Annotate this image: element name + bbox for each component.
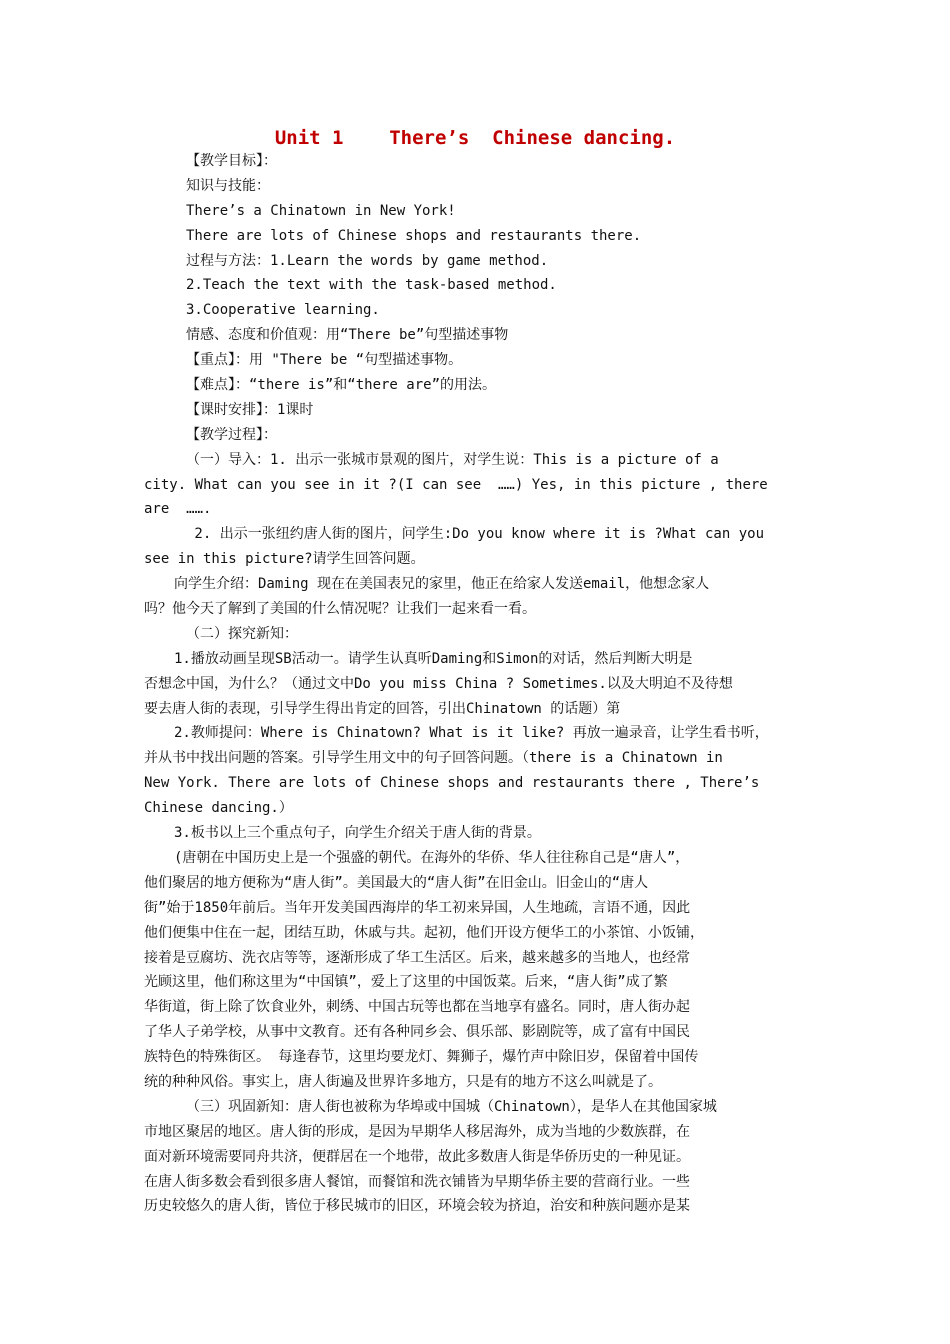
text-line: New York. There are lots of Chinese shops and restaurants there , There’s [144, 775, 760, 792]
text-line: 【难点】：“there is”和“there are”的用法。 [186, 377, 497, 394]
text-line: 【课时安排】：1课时 [186, 401, 314, 418]
text-line: There’s a Chinatown in New York! [186, 202, 456, 219]
text-line: 街”始于1850年前后。当年开发美国西海岸的华工初来异国，人生地疏，言语不通，因此 [144, 899, 691, 916]
text-line: 情感、态度和价值观：用“There be”句型描述事物 [186, 327, 509, 344]
text-line: 华街道，街上除了饮食业外，刺绣、中国古玩等也都在当地享有盛名。同时，唐人街办起 [144, 999, 690, 1016]
text-line: 吗？他今天了解到了美国的什么情况呢？让我们一起来看一看。 [144, 601, 536, 618]
text-line: （二）探究新知： [186, 625, 298, 642]
text-line: 3.板书以上三个重点句子，向学生介绍关于唐人街的背景。 [174, 825, 541, 842]
text-line: （三）巩固新知：唐人街也被称为华埠或中国城（Chinatown），是华人在其他国家城 [186, 1098, 717, 1115]
text-line: 【重点】：用 "There be “句型描述事物。 [186, 352, 463, 369]
text-line: 面对新环境需要同舟共济，便群居在一个地带，故此多数唐人街是华侨历史的一种见证。 [144, 1148, 690, 1165]
text-line: 他们便集中住在一起，团结互助，休戚与共。起初，他们开设方便华工的小茶馆、小饭铺， [144, 924, 704, 941]
text-line: 在唐人街多数会看到很多唐人餐馆，而餐馆和洗衣铺皆为早期华侨主要的营商行业。一些 [144, 1173, 690, 1190]
text-line: 了华人子弟学校，从事中文教育。还有各种同乡会、俱乐部、影剧院等，成了富有中国民 [144, 1024, 690, 1041]
text-line: Chinese dancing.） [144, 800, 293, 817]
text-line: (唐朝在中国历史上是一个强盛的朝代。在海外的华侨、华人往往称自己是“唐人”， [174, 849, 690, 866]
text-line: 1.播放动画呈现SB活动一。请学生认真听Daming和Simon的对话，然后判断大明是 [174, 650, 693, 667]
document-body [144, 149, 834, 1219]
text-line: 光顾这里，他们称这里为“中国镇”，爱上了这里的中国饭菜。后来，“唐人街”成了繁 [144, 974, 668, 991]
text-line: 历史较悠久的唐人街，皆位于移民城市的旧区，环境会较为挤迫，治安和种族问题亦是某 [144, 1198, 690, 1215]
text-line: 接着是豆腐坊、洗衣店等等，逐渐形成了华工生活区。后来，越来越多的当地人，也经常 [144, 949, 690, 966]
text-line: 2.Teach the text with the task-based method. [186, 277, 557, 294]
text-line: 知识与技能： [186, 177, 270, 194]
text-line: 3.Cooperative learning. [186, 302, 380, 319]
text-line: There are lots of Chinese shops and restaurants there. [186, 227, 642, 244]
text-line: （一）导入：1. 出示一张城市景观的图片，对学生说：This is a picture of a [186, 451, 719, 468]
text-line: 【教学目标】： [186, 153, 277, 169]
text-line: 过程与方法：1.Learn the words by game method. [186, 252, 549, 269]
text-line: 否想念中国，为什么？（通过文中Do you miss China ? Sometimes.以及大明迫不及待想 [144, 675, 733, 692]
text-line: 要去唐人街的表现，引导学生得出肯定的回答，引出Chinatown 的话题）第 [144, 700, 621, 717]
text-line: 他们聚居的地方便称为“唐人街”。美国最大的“唐人街”在旧金山。旧金山的“唐人 [144, 874, 649, 891]
text-line: 向学生介绍：Daming 现在在美国表兄的家里，他正在给家人发送email，他想念家人 [174, 576, 710, 593]
text-line: 2.教师提问：Where is Chinatown? What is it like? 再放一遍录音，让学生看书听， [174, 725, 769, 742]
text-line: 市地区聚居的地区。唐人街的形成，是因为早期华人移居海外，成为当地的少数族群，在 [144, 1123, 690, 1140]
text-line: are ……. [144, 501, 229, 518]
text-line: 2. 出示一张纽约唐人街的图片，问学生:Do you know where it is ?What can you [186, 526, 765, 543]
text-line: 并从书中找出问题的答案。引导学生用文中的句子回答问题。（there is a Chinatown in [144, 750, 723, 767]
text-line: see in this picture?请学生回答问题。 [144, 551, 425, 568]
text-line: 族特色的特殊街区。 每逢春节，这里均要龙灯、舞狮子，爆竹声中除旧岁，保留着中国传 [144, 1049, 699, 1066]
text-line: city. What can you see in it ?(I can see ……) Yes, in this picture , there [144, 476, 768, 493]
text-line: 【教学过程】： [186, 426, 277, 443]
document-title: Unit 1 There’s Chinese dancing. [274, 127, 676, 149]
text-line: 统的种种风俗。事实上，唐人街遍及世界许多地方，只是有的地方不这么叫就是了。 [144, 1073, 662, 1090]
